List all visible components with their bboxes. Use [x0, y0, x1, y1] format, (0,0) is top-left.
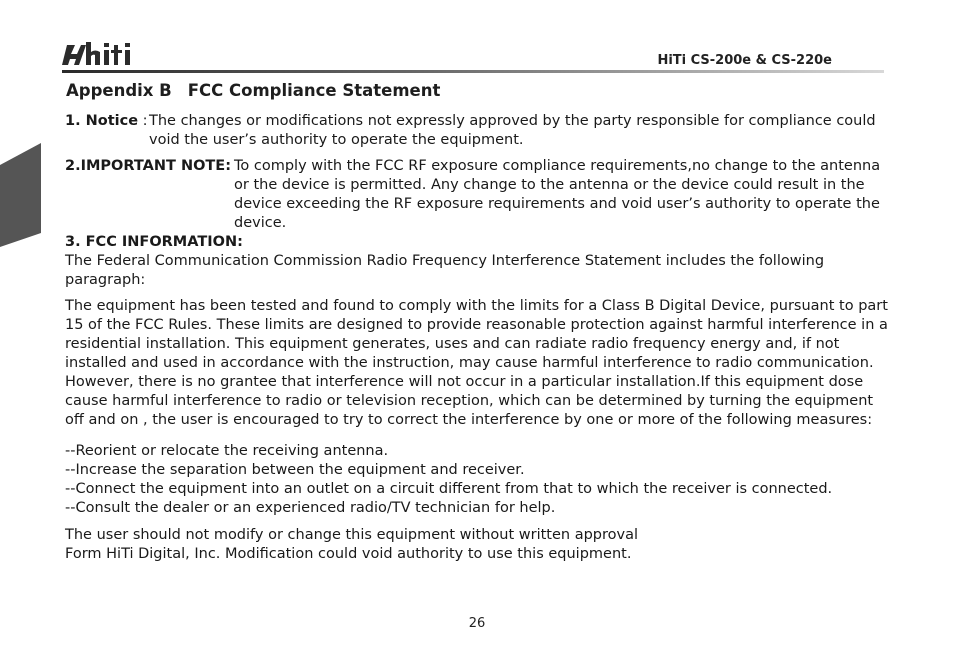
appendix-title: FCC Compliance Statement: [187, 81, 441, 100]
final-line: Form HiTi Digital, Inc. Modification could void authority to use this equipment.: [65, 546, 632, 562]
fcc-intro: The Federal Communication Commission Radio Frequency Interference Statement includes the following paragraph:: [65, 253, 825, 288]
appendix-heading: [66, 81, 440, 100]
important-text: To comply with the FCC RF exposure compliance requirements,no change to the antenna or the device is permitted. Any change to the antenna or the device could result in the device exceeding the RF exposure requirements and void user’s authority to operate the device.: [234, 158, 881, 231]
side-tab-marker: [0, 143, 41, 247]
fcc-info-title: 3. FCC INFORMATION:: [65, 234, 243, 250]
header-rule: [62, 70, 884, 73]
notice-item: [65, 112, 895, 150]
important-note-item: [65, 157, 895, 233]
measures-list: [65, 442, 895, 518]
list-item: --Connect the equipment into an outlet on a circuit different from that to which the receiver is connected.: [65, 481, 833, 497]
fcc-body: The equipment has been tested and found to comply with the limits for a Class B Digital Device, pursuant to part 15 of the FCC Rules. These limits are designed to provide reasonable protection against harmful interference in a residential installation. This equipment generates, uses and can radiate radio frequency energy and, if not installed and used in accordance with the instruction, may cause harmful interference to radio communication. However, there is no grantee that interference will not occur in a particular installation.If this equipment dose cause harmful interference to radio or television reception, which can be determined by turning the equipment off and on , the user is encouraged to try to correct the interference by one or more of the following measures:: [65, 298, 888, 428]
list-item: --Consult the dealer or an experienced radio/TV technician for help.: [65, 500, 556, 516]
page-number: 26: [468, 616, 486, 631]
important-label: 2.IMPORTANT NOTE:: [65, 158, 232, 174]
notice-separator: :: [138, 113, 153, 129]
hiti-logo: [62, 40, 142, 70]
document-body: [65, 112, 895, 564]
model-name: HiTi CS-200e & CS-220e: [657, 53, 832, 68]
hiti-logo-mark: [62, 40, 142, 70]
appendix-label: Appendix B: [66, 81, 172, 100]
final-statement: [65, 526, 895, 564]
notice-text: The changes or modifications not expressly approved by the party responsible for compliance could void the user’s authority to operate the equipment.: [149, 113, 876, 148]
final-line: The user should not modify or change this equipment without written approval: [65, 527, 639, 543]
list-item: --Reorient or relocate the receiving antenna.: [65, 443, 389, 459]
notice-label: 1. Notice: [65, 113, 139, 129]
list-item: --Increase the separation between the equipment and receiver.: [65, 462, 525, 478]
